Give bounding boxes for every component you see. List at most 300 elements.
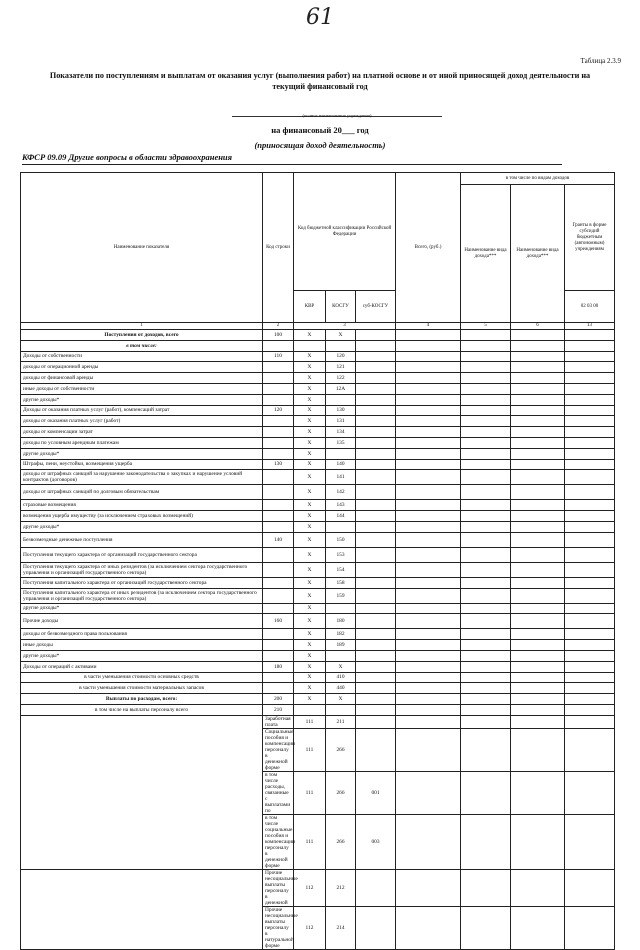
value-cell	[396, 629, 461, 640]
row-name: Поступления капитального характера от организаций государственного сектора	[21, 577, 263, 588]
row-name: Доходы от собственности	[21, 351, 263, 362]
row-name: другие доходы*	[21, 394, 263, 405]
row-code	[263, 603, 294, 614]
table-row	[21, 588, 615, 603]
table-row	[21, 629, 615, 640]
row-sub-kosgu	[356, 511, 396, 522]
kfsr-underline	[22, 164, 562, 165]
staff-item-name: в том числе расходы, связанные с выплатами по	[263, 771, 294, 814]
value-cell	[461, 470, 511, 485]
value-cell	[396, 906, 461, 949]
header-num: 5	[461, 323, 511, 330]
value-cell	[396, 562, 461, 577]
institution-note: (полное наименование учреждения)	[302, 113, 372, 118]
value-cell	[396, 500, 461, 511]
row-code: 120	[263, 405, 294, 416]
value-cell	[396, 459, 461, 470]
table-row	[21, 416, 615, 427]
row-sub-kosgu	[356, 405, 396, 416]
row-name: иные доходы	[21, 640, 263, 651]
value-cell	[511, 448, 565, 459]
value-cell	[511, 906, 565, 949]
row-code	[263, 640, 294, 651]
row-code	[263, 683, 294, 694]
row-code: 140	[263, 532, 294, 547]
value-cell	[396, 814, 461, 869]
staff-item-name: Прочие несоциальные выплаты персоналу в денежной	[263, 869, 294, 906]
row-name: в том числе на выплаты персоналу всего	[21, 704, 263, 715]
row-name: другие доходы*	[21, 650, 263, 661]
fiscal-year: на финансовый 20___ год	[271, 125, 369, 135]
value-cell	[565, 704, 615, 715]
handwritten-page-number: 61	[306, 5, 334, 30]
kfsr-label: КФСР 09.09 Другие вопросы в области здравоохранения	[22, 152, 233, 162]
row-sub-kosgu	[356, 330, 396, 341]
row-kosgu	[326, 340, 356, 351]
staff-item-name: Прочие несоциальные выплаты персоналу в натуральной форме	[263, 906, 294, 949]
row-sub-kosgu	[356, 661, 396, 672]
row-kosgu: 121	[326, 362, 356, 373]
row-kosgu: 410	[326, 672, 356, 683]
value-cell	[511, 383, 565, 394]
value-cell	[461, 614, 511, 629]
row-code: 110	[263, 351, 294, 362]
value-cell	[565, 661, 615, 672]
row-code	[263, 362, 294, 373]
row-kvr: X	[294, 640, 326, 651]
row-kosgu: X	[326, 694, 356, 705]
row-kosgu: 144	[326, 511, 356, 522]
value-cell	[565, 547, 615, 562]
value-cell	[511, 427, 565, 438]
row-code	[263, 448, 294, 459]
row-name: доходы от финансовой аренды	[21, 373, 263, 384]
header-income-type-2: Наименование вида дохода***	[511, 185, 565, 323]
table-row	[21, 661, 615, 672]
table-row	[21, 485, 615, 500]
header-sub-kosgu: суб-КОСГУ	[356, 291, 396, 323]
row-kosgu: 122	[326, 373, 356, 384]
value-cell	[461, 661, 511, 672]
value-cell	[461, 448, 511, 459]
header-kosgu: КОСГУ	[326, 291, 356, 323]
row-sub-kosgu	[356, 650, 396, 661]
row-sub-kosgu	[356, 394, 396, 405]
row-code: 160	[263, 614, 294, 629]
table-row	[21, 640, 615, 651]
value-cell	[511, 869, 565, 906]
value-cell	[461, 869, 511, 906]
row-name: Безвозмездные денежные поступления	[21, 532, 263, 547]
value-cell	[565, 771, 615, 814]
row-code	[263, 521, 294, 532]
value-cell	[461, 906, 511, 949]
value-cell	[511, 683, 565, 694]
row-sub-kosgu	[356, 373, 396, 384]
row-kosgu	[326, 650, 356, 661]
row-kvr: 112	[294, 869, 326, 906]
row-name: другие доходы*	[21, 603, 263, 614]
table-row	[21, 683, 615, 694]
value-cell	[461, 683, 511, 694]
value-cell	[396, 511, 461, 522]
value-cell	[511, 814, 565, 869]
row-kvr: X	[294, 330, 326, 341]
row-kvr: X	[294, 362, 326, 373]
value-cell	[565, 640, 615, 651]
value-cell	[461, 577, 511, 588]
row-kvr: 112	[294, 906, 326, 949]
row-sub-kosgu	[356, 448, 396, 459]
row-code	[263, 588, 294, 603]
value-cell	[511, 362, 565, 373]
row-kosgu: 135	[326, 437, 356, 448]
header-income-type-1: Наименование вида дохода***	[461, 185, 511, 323]
value-cell	[565, 672, 615, 683]
row-kvr: X	[294, 577, 326, 588]
row-name: Прочие доходы	[21, 614, 263, 629]
row-kvr: X	[294, 459, 326, 470]
row-code	[263, 427, 294, 438]
row-code	[263, 650, 294, 661]
row-name: Выплаты по расходам, всего:	[21, 694, 263, 705]
row-kosgu	[326, 704, 356, 715]
value-cell	[396, 694, 461, 705]
value-cell	[461, 485, 511, 500]
value-cell	[396, 683, 461, 694]
staff-item-name: в том числе социальные пособия и компенсации персоналу в денежной форме	[263, 814, 294, 869]
row-kosgu: 266	[326, 771, 356, 814]
row-code: 200	[263, 694, 294, 705]
header-num: 6	[511, 323, 565, 330]
value-cell	[565, 485, 615, 500]
value-cell	[461, 500, 511, 511]
table-row	[21, 532, 615, 547]
row-kvr	[294, 340, 326, 351]
table-row	[21, 448, 615, 459]
row-kosgu: 150	[326, 532, 356, 547]
value-cell	[511, 340, 565, 351]
table-row	[21, 405, 615, 416]
value-cell	[396, 704, 461, 715]
value-cell	[511, 373, 565, 384]
row-sub-kosgu	[356, 704, 396, 715]
row-sub-kosgu	[356, 532, 396, 547]
row-code	[263, 485, 294, 500]
value-cell	[461, 814, 511, 869]
table-row	[21, 362, 615, 373]
value-cell	[396, 532, 461, 547]
row-code	[263, 437, 294, 448]
value-cell	[396, 330, 461, 341]
value-cell	[511, 547, 565, 562]
value-cell	[461, 405, 511, 416]
table-row	[21, 394, 615, 405]
value-cell	[396, 603, 461, 614]
value-cell	[396, 351, 461, 362]
row-sub-kosgu	[356, 588, 396, 603]
table-row	[21, 437, 615, 448]
value-cell	[396, 448, 461, 459]
row-name: в части уменьшения стоимости материальных запасов	[21, 683, 263, 694]
row-kvr: X	[294, 694, 326, 705]
value-cell	[565, 394, 615, 405]
row-sub-kosgu	[356, 603, 396, 614]
row-kosgu: 140	[326, 459, 356, 470]
row-name: иные доходы от собственности	[21, 383, 263, 394]
row-code	[263, 383, 294, 394]
row-name: Поступления текущего характера от иных резидентов (за исключением сектора государственного управления и организаций государственного сектора)	[21, 562, 263, 577]
row-kvr: X	[294, 485, 326, 500]
row-kvr: X	[294, 383, 326, 394]
row-name: доходы по условным арендным платежам	[21, 437, 263, 448]
value-cell	[565, 650, 615, 661]
value-cell	[565, 470, 615, 485]
row-name: доходы от безвозмездного права пользования	[21, 629, 263, 640]
table-row	[21, 383, 615, 394]
row-kvr: 111	[294, 728, 326, 771]
value-cell	[565, 383, 615, 394]
row-name: возмещения ущерба имуществу (за исключением страховых возмещений)	[21, 511, 263, 522]
row-sub-kosgu	[356, 470, 396, 485]
value-cell	[511, 694, 565, 705]
value-cell	[565, 869, 615, 906]
value-cell	[565, 906, 615, 949]
header-num: 4	[396, 323, 461, 330]
row-sub-kosgu	[356, 640, 396, 651]
value-cell	[461, 562, 511, 577]
table-row	[21, 577, 615, 588]
value-cell	[396, 394, 461, 405]
row-kvr: 111	[294, 771, 326, 814]
value-cell	[396, 373, 461, 384]
value-cell	[511, 394, 565, 405]
row-kvr: X	[294, 405, 326, 416]
table-row	[21, 351, 615, 362]
value-cell	[461, 771, 511, 814]
value-cell	[461, 340, 511, 351]
value-cell	[461, 383, 511, 394]
value-cell	[565, 511, 615, 522]
row-sub-kosgu	[356, 485, 396, 500]
table-row	[21, 603, 615, 614]
value-cell	[461, 715, 511, 728]
row-kvr: X	[294, 562, 326, 577]
value-cell	[511, 330, 565, 341]
value-cell	[461, 650, 511, 661]
value-cell	[511, 485, 565, 500]
value-cell	[461, 351, 511, 362]
value-cell	[461, 373, 511, 384]
table-number: Таблица 2.3.9	[580, 57, 621, 65]
value-cell	[565, 694, 615, 705]
value-cell	[461, 547, 511, 562]
value-cell	[461, 704, 511, 715]
value-cell	[461, 694, 511, 705]
value-cell	[565, 416, 615, 427]
row-code	[263, 340, 294, 351]
row-name: в части уменьшения стоимости основных средств	[21, 672, 263, 683]
value-cell	[396, 405, 461, 416]
row-code: 130	[263, 459, 294, 470]
value-cell	[461, 362, 511, 373]
table-row	[21, 672, 615, 683]
row-kosgu	[326, 394, 356, 405]
row-name: Поступления капитального характера от иных резидентов (за исключением сектора государственного управления и организаций государственного сектора)	[21, 588, 263, 603]
value-cell	[511, 500, 565, 511]
table-row	[21, 427, 615, 438]
row-name: доходы от штрафных санкций за нарушение законодательства о закупках и нарушение условий контрактов (договоров)	[21, 470, 263, 485]
row-kvr: 111	[294, 715, 326, 728]
value-cell	[461, 459, 511, 470]
row-kvr: X	[294, 661, 326, 672]
row-sub-kosgu	[356, 562, 396, 577]
row-code	[263, 394, 294, 405]
row-kvr: X	[294, 437, 326, 448]
header-num: 2	[263, 323, 294, 330]
value-cell	[511, 532, 565, 547]
value-cell	[396, 470, 461, 485]
value-cell	[396, 661, 461, 672]
header-indicator: Наименование показателя	[21, 173, 263, 323]
value-cell	[511, 577, 565, 588]
value-cell	[511, 562, 565, 577]
row-kvr: X	[294, 470, 326, 485]
row-name: страховые возмещения	[21, 500, 263, 511]
value-cell	[396, 614, 461, 629]
row-name: другие доходы*	[21, 521, 263, 532]
row-kosgu: X	[326, 330, 356, 341]
value-cell	[461, 511, 511, 522]
row-sub-kosgu	[356, 340, 396, 351]
row-kvr: X	[294, 521, 326, 532]
row-code	[263, 629, 294, 640]
value-cell	[461, 588, 511, 603]
row-sub-kosgu	[356, 672, 396, 683]
row-sub-kosgu	[356, 683, 396, 694]
value-cell	[565, 405, 615, 416]
value-cell	[511, 588, 565, 603]
value-cell	[461, 330, 511, 341]
row-sub-kosgu	[356, 577, 396, 588]
value-cell	[511, 661, 565, 672]
value-cell	[511, 470, 565, 485]
row-kosgu: 142	[326, 485, 356, 500]
row-code: 180	[263, 661, 294, 672]
row-name: Доходы от операций с активами	[21, 661, 263, 672]
row-name: Поступления от доходов, всего	[21, 330, 263, 341]
value-cell	[565, 562, 615, 577]
value-cell	[396, 715, 461, 728]
row-name: Поступления текущего характера от организаций государственного сектора	[21, 547, 263, 562]
row-kvr: X	[294, 683, 326, 694]
header-num: 1	[21, 323, 263, 330]
row-kosgu: 440	[326, 683, 356, 694]
table-row	[21, 373, 615, 384]
row-kosgu: 134	[326, 427, 356, 438]
table-row	[21, 500, 615, 511]
value-cell	[565, 614, 615, 629]
value-cell	[396, 869, 461, 906]
table-row	[21, 650, 615, 661]
row-kvr: X	[294, 373, 326, 384]
value-cell	[461, 672, 511, 683]
table-row	[21, 470, 615, 485]
row-kvr: X	[294, 511, 326, 522]
value-cell	[511, 704, 565, 715]
value-cell	[396, 416, 461, 427]
value-cell	[461, 603, 511, 614]
row-sub-kosgu	[356, 351, 396, 362]
row-kvr: X	[294, 547, 326, 562]
header-kvr: КВР	[294, 291, 326, 323]
value-cell	[511, 629, 565, 640]
value-cell	[396, 485, 461, 500]
header-by-income-type: в том числе по видам доходов	[461, 173, 615, 185]
value-cell	[511, 650, 565, 661]
row-name: доходы от компенсации затрат	[21, 427, 263, 438]
row-sub-kosgu	[356, 728, 396, 771]
value-cell	[565, 330, 615, 341]
value-cell	[511, 351, 565, 362]
row-name: Доходы от оказания платных услуг (работ), компенсаций затрат	[21, 405, 263, 416]
value-cell	[565, 437, 615, 448]
value-cell	[511, 728, 565, 771]
value-cell	[565, 448, 615, 459]
row-code	[263, 577, 294, 588]
row-kvr	[294, 704, 326, 715]
row-code	[263, 511, 294, 522]
table-row	[21, 869, 615, 906]
value-cell	[511, 405, 565, 416]
row-kosgu: 131	[326, 416, 356, 427]
table-row	[21, 521, 615, 532]
value-cell	[396, 383, 461, 394]
value-cell	[565, 373, 615, 384]
row-code	[263, 373, 294, 384]
value-cell	[396, 650, 461, 661]
row-sub-kosgu	[356, 362, 396, 373]
row-sub-kosgu	[356, 906, 396, 949]
row-name: Штрафы, пени, неустойки, возмещения ущерба	[21, 459, 263, 470]
row-kosgu: 12А	[326, 383, 356, 394]
value-cell	[565, 362, 615, 373]
row-code	[263, 500, 294, 511]
row-sub-kosgu	[356, 437, 396, 448]
staff-item-name: Социальные пособия и компенсации персоналу в денежной форме	[263, 728, 294, 771]
value-cell	[565, 351, 615, 362]
row-kosgu: 130	[326, 405, 356, 416]
value-cell	[461, 728, 511, 771]
value-cell	[511, 771, 565, 814]
value-cell	[565, 728, 615, 771]
row-kosgu: 182	[326, 629, 356, 640]
value-cell	[511, 416, 565, 427]
value-cell	[565, 500, 615, 511]
value-cell	[461, 416, 511, 427]
value-cell	[396, 728, 461, 771]
row-code	[263, 470, 294, 485]
value-cell	[461, 394, 511, 405]
value-cell	[396, 547, 461, 562]
table-row	[21, 562, 615, 577]
value-cell	[396, 437, 461, 448]
row-kosgu: 143	[326, 500, 356, 511]
table-row	[21, 459, 615, 470]
row-kosgu: 214	[326, 906, 356, 949]
document-title: Показатели по поступлениям и выплатам от оказания услуг (выполнения работ) на платной основе и от иной приносящей доход деятельности на текущий финансовый год	[49, 71, 591, 91]
staff-item-name: Заработная плата	[263, 715, 294, 728]
